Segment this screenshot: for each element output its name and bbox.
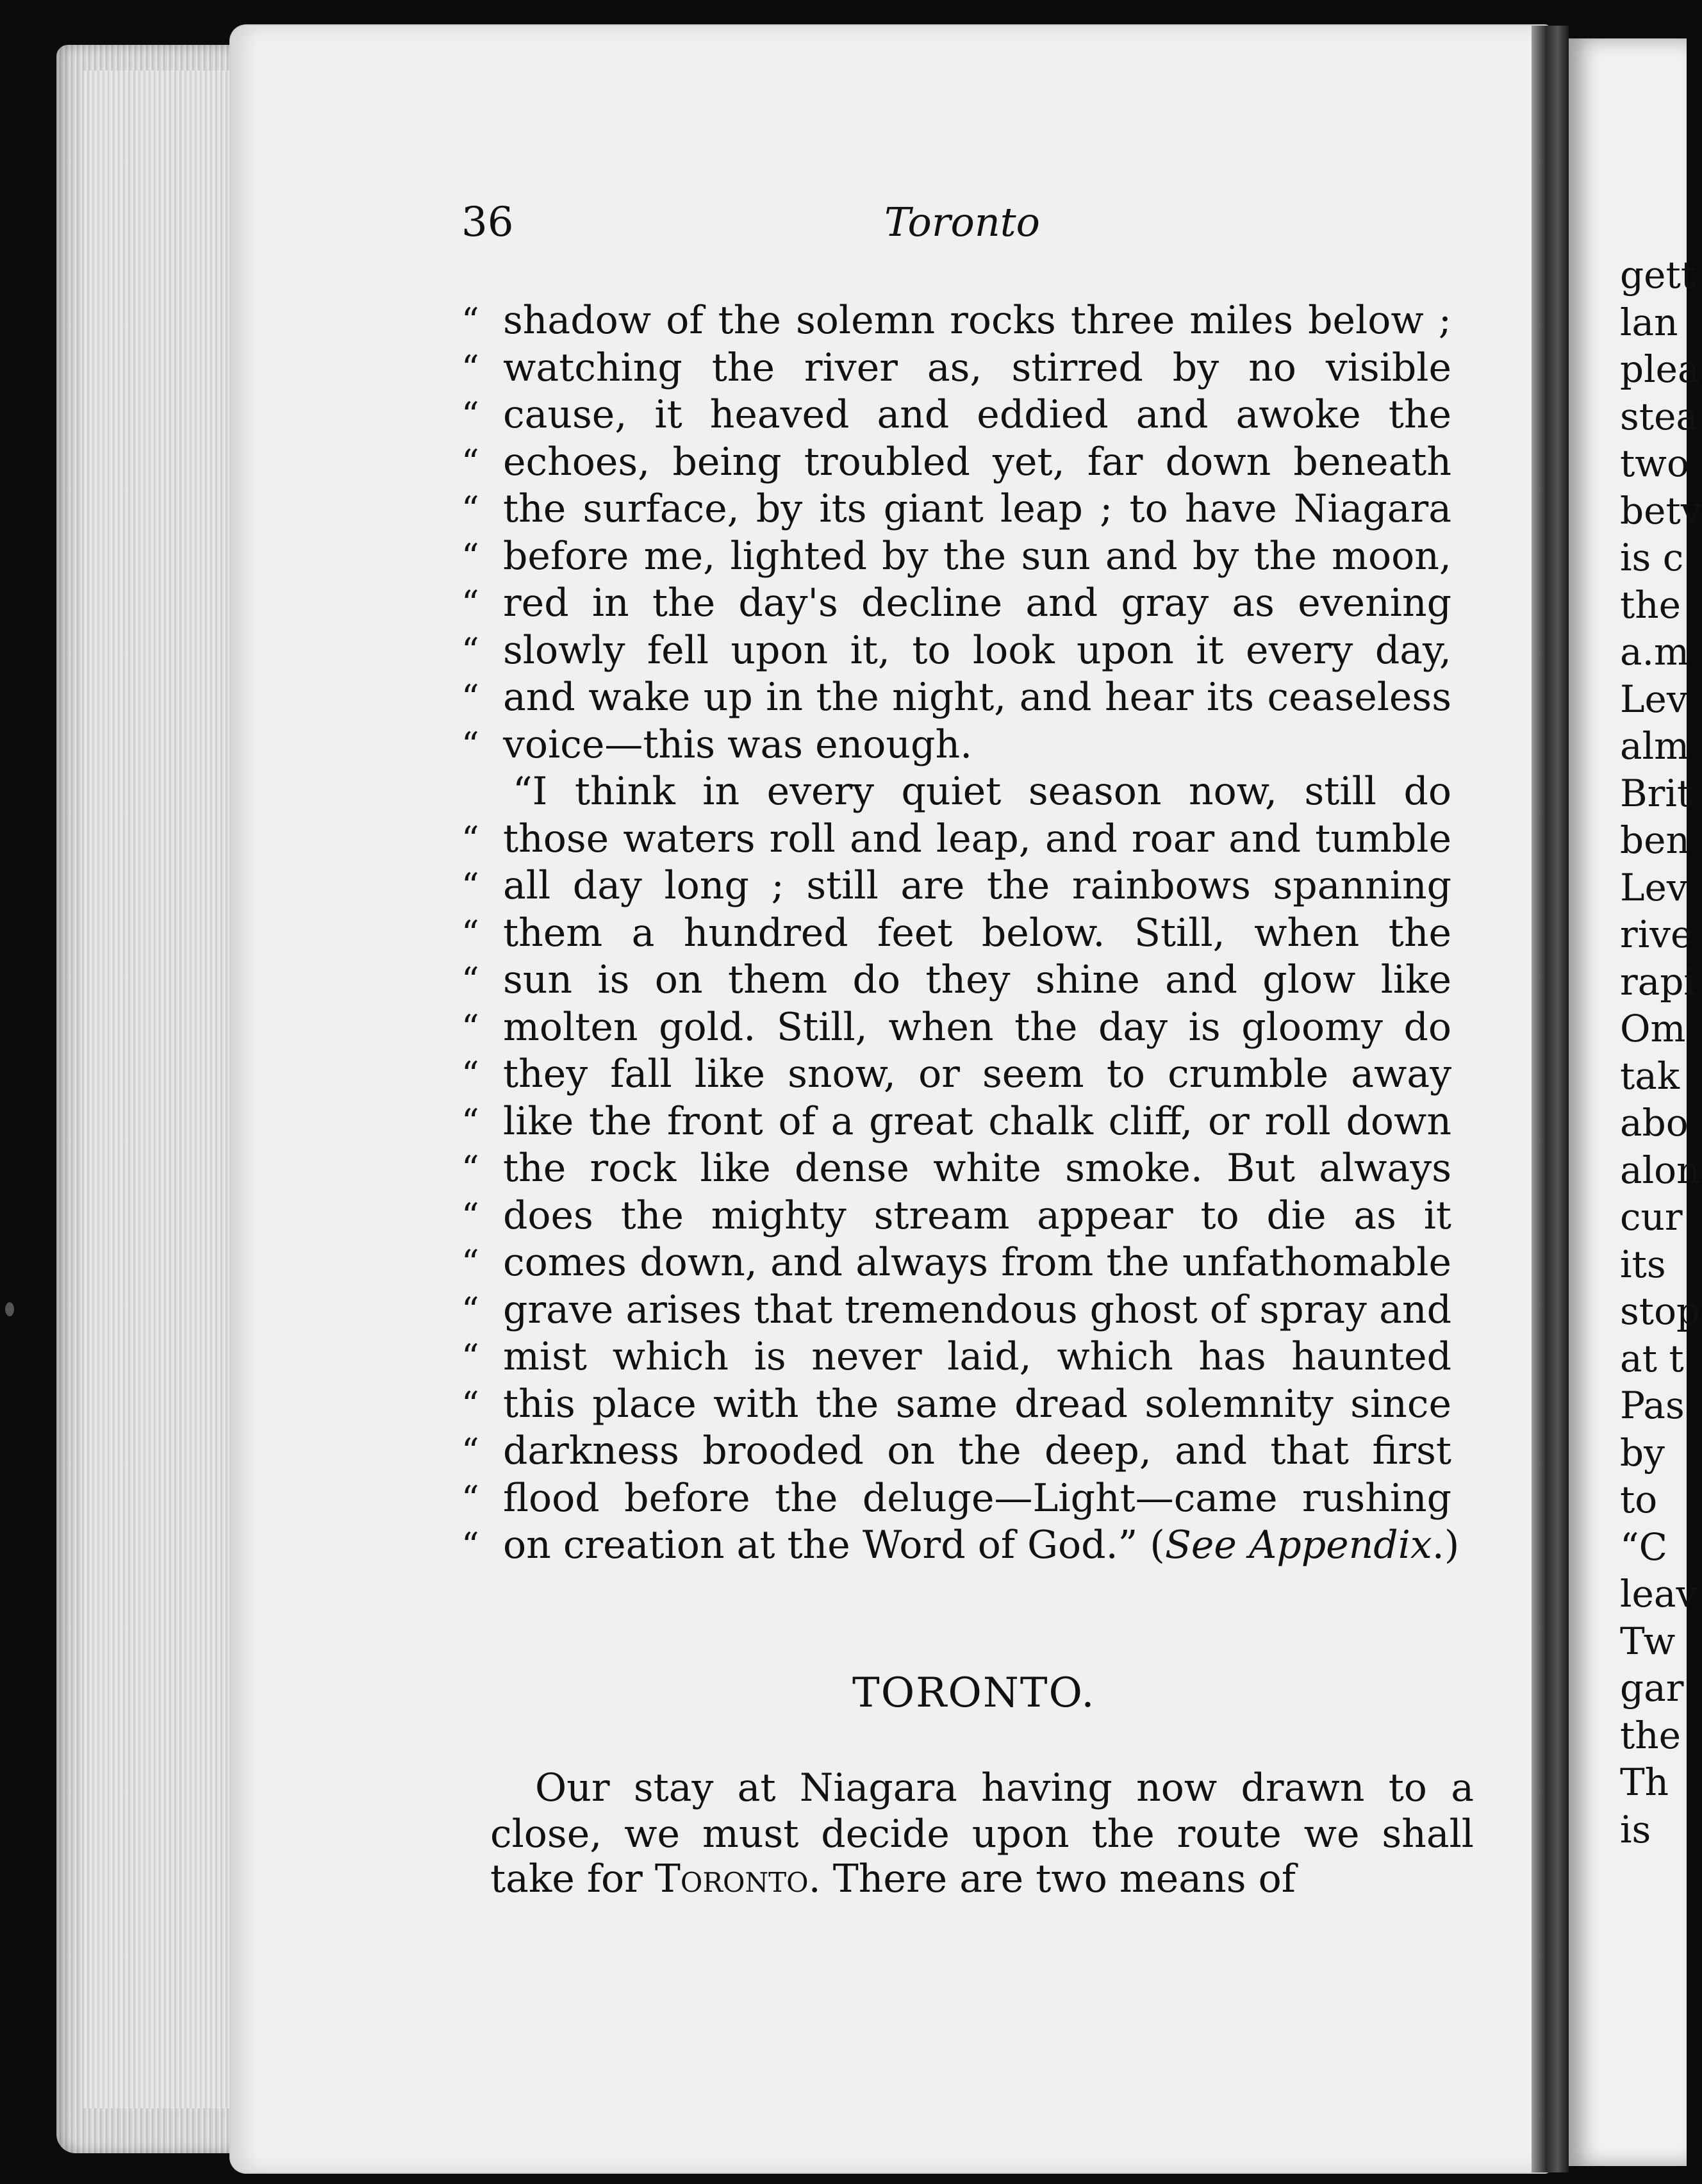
text-line: mist which is never laid, which has haunted (503, 1334, 1451, 1379)
facing-page-line: rapi (1620, 959, 1696, 1004)
facing-page-line: its (1620, 1242, 1666, 1286)
page-edges-inner (83, 70, 231, 2108)
page-header (461, 199, 1461, 256)
facing-page-line: Lev (1620, 677, 1688, 721)
facing-page-line: a.m (1620, 630, 1690, 674)
facing-page-line: abo (1620, 1101, 1689, 1145)
facing-page-line: the (1620, 1713, 1681, 1757)
facing-page-line: leav (1620, 1572, 1698, 1616)
facing-page-line: Pas (1620, 1384, 1685, 1427)
margin-quote-mark: “ (461, 960, 479, 1000)
facing-page-line: to (1620, 1478, 1658, 1521)
text-line: like the front of a great chalk cliff, or roll down (503, 1098, 1451, 1144)
section-title: TORONTO. (852, 1669, 1096, 1717)
facing-page-line: gett (1620, 253, 1696, 297)
margin-quote-mark: “ (461, 866, 479, 906)
text-line: shadow of the solemn rocks three miles below ; (503, 298, 1451, 343)
text-line: slowly fell upon it, to look upon it every day, (503, 627, 1451, 673)
margin-quote-mark: “ (461, 818, 479, 859)
facing-page-line: Brit (1620, 771, 1692, 815)
text-line: does the mighty stream appear to die as it (503, 1193, 1451, 1238)
margin-quote-mark: “ (461, 630, 479, 671)
margin-quote-mark: “ (461, 1148, 479, 1189)
running-head: Toronto (884, 199, 1041, 245)
margin-quote-mark: “ (461, 1478, 479, 1519)
text-line: the surface, by its giant leap ; to have Niagara (503, 486, 1451, 531)
text-line: watching the river as, stirred by no visible (503, 345, 1451, 390)
facing-page-line: gar (1620, 1666, 1684, 1710)
facing-page-line: Om (1620, 1007, 1686, 1050)
margin-speck (5, 1302, 14, 1316)
text-line: cause, it heaved and eddied and awoke the (503, 392, 1451, 437)
text-line: molten gold. Still, when the day is gloomy do (503, 1004, 1451, 1050)
facing-page-line: stop (1620, 1289, 1701, 1333)
text-line: sun is on them do they shine and glow like (503, 957, 1451, 1002)
facing-page-line: the (1620, 583, 1681, 627)
paragraph-last-line (490, 1857, 1296, 1901)
margin-quote-mark: “ (461, 301, 479, 341)
facing-page-line: alon (1620, 1148, 1701, 1192)
facing-page-line: betv (1620, 488, 1702, 533)
facing-page-line: two (1620, 442, 1689, 485)
text-line: the rock like dense white smoke. But always (503, 1146, 1451, 1191)
margin-quote-mark: “ (461, 583, 479, 624)
facing-page (1569, 38, 1702, 2166)
paragraph-text: take for (490, 1857, 655, 1901)
margin-quote-mark: “ (461, 442, 479, 483)
paragraph-text: . There are two means of (808, 1857, 1296, 1901)
text-line: all day long ; still are the rainbows spanning (503, 863, 1451, 908)
margin-quote-mark: “ (461, 1384, 479, 1425)
closing-line-text: on creation at the Word of God.” ( (503, 1523, 1165, 1568)
text-line: grave arises that tremendous ghost of spray and (503, 1287, 1451, 1332)
facing-page-line: rive (1620, 913, 1693, 956)
margin-quote-mark: “ (461, 677, 479, 718)
paragraph-line: close, we must decide upon the route we shall (490, 1812, 1474, 1857)
facing-page-line: stea (1620, 394, 1698, 438)
text-line: they fall like snow, or seem to crumble away (503, 1052, 1451, 1096)
margin-quote-mark: “ (461, 1525, 479, 1566)
margin-quote-mark: “ (461, 913, 479, 954)
facing-page-line: Tw (1620, 1619, 1676, 1663)
text-line: flood before the deluge—Light—came rushing (503, 1475, 1451, 1521)
margin-quote-mark: “ (461, 1289, 479, 1330)
facing-page-line: Th (1620, 1760, 1669, 1804)
page-number: 36 (461, 199, 514, 246)
closing-line (503, 1523, 1460, 1568)
facing-page-line: ben (1620, 818, 1690, 862)
facing-page-line: alm (1620, 724, 1690, 768)
margin-quote-mark: “ (461, 489, 479, 529)
margin-quote-mark: “ (461, 724, 479, 765)
margin-quote-mark: “ (461, 1007, 479, 1048)
text-line: red in the day's decline and gray as evening (503, 581, 1451, 625)
closing-paren: .) (1432, 1523, 1460, 1568)
facing-page-line: by (1620, 1430, 1665, 1475)
margin-quote-mark: “ (461, 1243, 479, 1283)
text-line: this place with the same dread solemnity since (503, 1381, 1451, 1427)
appendix-reference: See Appendix (1164, 1523, 1432, 1568)
facing-page-line: tak (1620, 1054, 1680, 1098)
paragraph-line: Our stay at Niagara having now drawn to a (535, 1766, 1474, 1810)
text-line: “I think in every quiet season now, still do (513, 769, 1451, 814)
facing-page-line: Lev (1620, 865, 1688, 909)
text-line: before me, lighted by the sun and by the moon, (503, 533, 1451, 579)
text-line: those waters roll and leap, and roar and tumble (503, 816, 1451, 861)
text-line: voice—this was enough. (503, 722, 973, 767)
margin-quote-mark: “ (461, 1431, 479, 1471)
book-gutter (1532, 26, 1569, 2172)
text-line: comes down, and always from the unfathomable (503, 1240, 1451, 1285)
facing-page-line: lan (1620, 300, 1678, 344)
facing-page-line: “C (1620, 1525, 1668, 1569)
text-line: darkness brooded on the deep, and that first (503, 1428, 1451, 1473)
facing-page-line: is c (1620, 536, 1684, 579)
facing-page-line: cur (1620, 1195, 1683, 1239)
facing-page-line: is (1620, 1807, 1651, 1851)
margin-quote-mark: “ (461, 1101, 479, 1142)
facing-page-line: at t (1620, 1336, 1684, 1380)
margin-quote-mark: “ (461, 347, 479, 388)
margin-quote-mark: “ (461, 1054, 479, 1095)
text-line: them a hundred feet below. Still, when the (503, 910, 1451, 956)
facing-page-line: plea (1620, 347, 1700, 391)
city-name-smallcaps: Toronto (654, 1857, 809, 1901)
margin-quote-mark: “ (461, 1195, 479, 1236)
margin-quote-mark: “ (461, 536, 479, 577)
text-line: and wake up in the night, and hear its ceaseless (503, 675, 1451, 720)
text-line: echoes, being troubled yet, far down beneath (503, 439, 1451, 484)
margin-quote-mark: “ (461, 395, 479, 435)
margin-quote-mark: “ (461, 1337, 479, 1377)
